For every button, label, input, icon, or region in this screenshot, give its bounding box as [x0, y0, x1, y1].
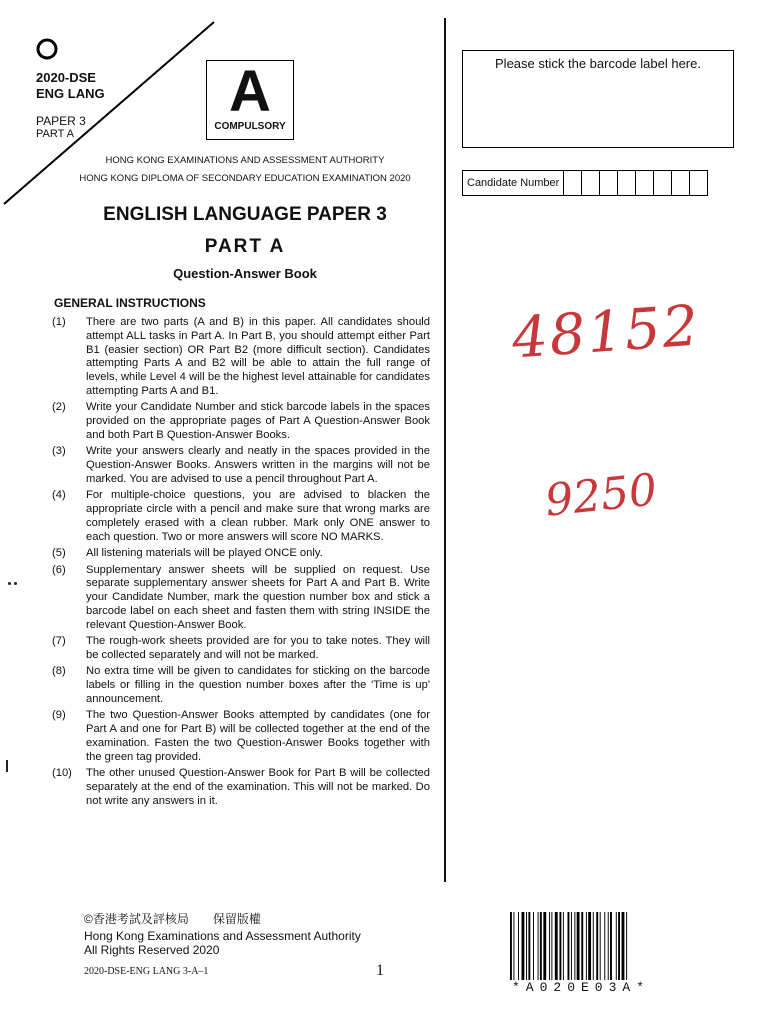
barcode-bar: [626, 912, 627, 980]
exam-code-line2: ENG LANG: [36, 86, 105, 101]
barcode-icon: [508, 912, 734, 980]
barcode-bar: [574, 912, 575, 980]
barcode-bar: [608, 912, 609, 980]
instruction-item: [52, 445, 430, 486]
barcode-bar: [522, 912, 525, 980]
instruction-item: [52, 316, 430, 399]
instruction-item: [52, 564, 430, 633]
barcode-bar: [593, 912, 594, 980]
scan-speck: [8, 582, 11, 585]
page-number: 1: [376, 962, 384, 979]
authority-name: HONG KONG EXAMINATIONS AND ASSESSMENT AUTHORITY: [105, 155, 385, 166]
scan-mark: [6, 760, 8, 772]
barcode-bar: [533, 912, 534, 980]
candidate-digit-box[interactable]: [690, 171, 707, 195]
candidate-number-field[interactable]: [462, 170, 708, 196]
instruction-number: (7): [52, 635, 66, 648]
barcode-bar: [526, 912, 527, 980]
barcode-bar: [538, 912, 539, 980]
copyright-authority: Hong Kong Examinations and Assessment Authority: [84, 929, 361, 943]
barcode-bar: [588, 912, 591, 980]
hkeaa-logo-icon: [36, 38, 58, 60]
book-title: Question-Answer Book: [173, 266, 317, 281]
instruction-text: All listening materials will be played ONCE only.: [86, 547, 323, 560]
paper-part: PART A: [36, 128, 74, 140]
exam-code-line1: 2020-DSE: [36, 70, 96, 85]
instruction-number: (2): [52, 401, 66, 414]
instruction-number: (3): [52, 445, 66, 458]
page-code: 2020-DSE-ENG LANG 3-A–1: [84, 966, 209, 977]
barcode-bar: [540, 912, 542, 980]
barcode-bar: [518, 912, 519, 980]
copyright-rights: All Rights Reserved 2020: [84, 943, 220, 957]
barcode-bar: [555, 912, 558, 980]
barcode-bar: [528, 912, 530, 980]
barcode-bar: [568, 912, 570, 980]
instruction-number: (9): [52, 709, 66, 722]
instruction-text: Write your Candidate Number and stick barcode labels in the spaces provided on the appropriate pages of Part A Question-Answer Book and both Part B Question-Answer Books.: [86, 401, 430, 441]
instruction-item: [52, 665, 430, 706]
barcode-bar: [600, 912, 601, 980]
instruction-text: Supplementary answer sheets will be supplied on request. Use separate supplementary answer sheets for Part A and Part B. Write your Candidate Number, mark the question number box and stick a barcode label on each sheet and fasten them with string INSIDE the relevant Question-Answer Book.: [86, 563, 430, 631]
instruction-number: (4): [52, 489, 66, 502]
examination-name: HONG KONG DIPLOMA OF SECONDARY EDUCATION EXAMINATION 2020: [79, 173, 411, 184]
instruction-text: The two Question-Answer Books attempted by candidates (one for Part A and one for Part B) will be collected together at the end of the examination. Fasten the two Question-Answer Books together with the green tag provided.: [86, 709, 430, 763]
barcode-bar: [551, 912, 552, 980]
candidate-digit-box[interactable]: [636, 171, 654, 195]
instruction-item: [52, 709, 430, 764]
compulsory-letter: A: [229, 59, 271, 124]
barcode-bar: [559, 912, 561, 980]
instruction-item: [52, 635, 430, 663]
paper-title: ENGLISH LANGUAGE PAPER 3: [103, 204, 387, 225]
candidate-digit-box[interactable]: [600, 171, 618, 195]
barcode-bar: [543, 912, 546, 980]
handwritten-number-2: 9250: [542, 464, 660, 527]
barcode-bar: [618, 912, 620, 980]
barcode-bar: [622, 912, 625, 980]
instruction-number: (1): [52, 316, 66, 328]
instruction-text: There are two parts (A and B) in this paper. All candidates should attempt ALL tasks in Part A. In Part B, you should attempt either Part B1 (easier section) OR Part B2 (more difficult section). Candidates attempting Parts A and B2 will be able to attain the full range of levels, while Level 4 will be the highest level attainable for candidates attempting Parts A and B1.: [86, 316, 430, 397]
instruction-item: [52, 489, 430, 544]
candidate-digit-box[interactable]: [582, 171, 600, 195]
instruction-item: [52, 767, 430, 808]
barcode-prompt: Please stick the barcode label here.: [495, 56, 701, 71]
candidate-digit-box[interactable]: [564, 171, 582, 195]
scan-speck: [14, 582, 17, 585]
compulsory-box: [206, 60, 294, 140]
candidate-digit-box[interactable]: [618, 171, 636, 195]
instruction-text: The other unused Question-Answer Book for Part B will be collected separately at the end of the examination. This will not be marked. Do not write any answers in it.: [86, 767, 430, 807]
instruction-text: No extra time will be given to candidates for sticking on the barcode labels or filling in the question number boxes after the 'Time is up' announcement.: [86, 665, 430, 705]
instruction-item: [52, 547, 430, 561]
candidate-digit-box[interactable]: [654, 171, 672, 195]
instruction-text: Write your answers clearly and neatly in the spaces provided in the Question-Answer Books. Answers written in the margins will not be marked. You are advised to use a pencil throughout Part A.: [86, 445, 430, 485]
part-title: PART A: [204, 236, 286, 257]
barcode-bar: [596, 912, 598, 980]
compulsory-label: COMPULSORY: [214, 121, 286, 132]
instruction-number: (5): [52, 547, 66, 560]
barcode-bar: [577, 912, 580, 980]
instruction-number: (6): [52, 563, 66, 576]
barcode-bar: [549, 912, 550, 980]
barcode-bar: [581, 912, 583, 980]
barcode-label-box: [462, 50, 734, 148]
instruction-text: For multiple-choice questions, you are advised to blacken the appropriate circle with a pencil and make sure that wrong marks are completely erased with a clean rubber. Mark only ONE answer to each question. Two or more answers will score NO MARKS.: [86, 489, 430, 543]
barcode-bar: [616, 912, 617, 980]
vertical-divider: [444, 18, 446, 882]
candidate-digit-box[interactable]: [672, 171, 690, 195]
paper-number: PAPER 3: [36, 114, 86, 128]
instructions-list: [52, 316, 430, 811]
barcode-bar: [571, 912, 572, 980]
instruction-number: (10): [52, 767, 72, 780]
barcode-bar: [586, 912, 587, 980]
instruction-number: (8): [52, 665, 66, 678]
instruction-item: [52, 401, 430, 442]
barcode-bar: [563, 912, 564, 980]
barcode-bar: [513, 912, 514, 980]
handwritten-number-1: 48152: [509, 293, 703, 372]
barcode-bar: [610, 912, 612, 980]
barcode-text: *A020E03A*: [512, 980, 651, 995]
instructions-heading: GENERAL INSTRUCTIONS: [54, 296, 206, 310]
instruction-text: The rough-work sheets provided are for you to take notes. They will be collected separately and will not be marked.: [86, 635, 430, 661]
candidate-number-label: Candidate Number: [463, 171, 564, 195]
barcode-bar: [510, 912, 512, 980]
barcode-bar: [604, 912, 605, 980]
copyright-chinese: ©香港考試及評核局 保留版權: [84, 912, 261, 926]
